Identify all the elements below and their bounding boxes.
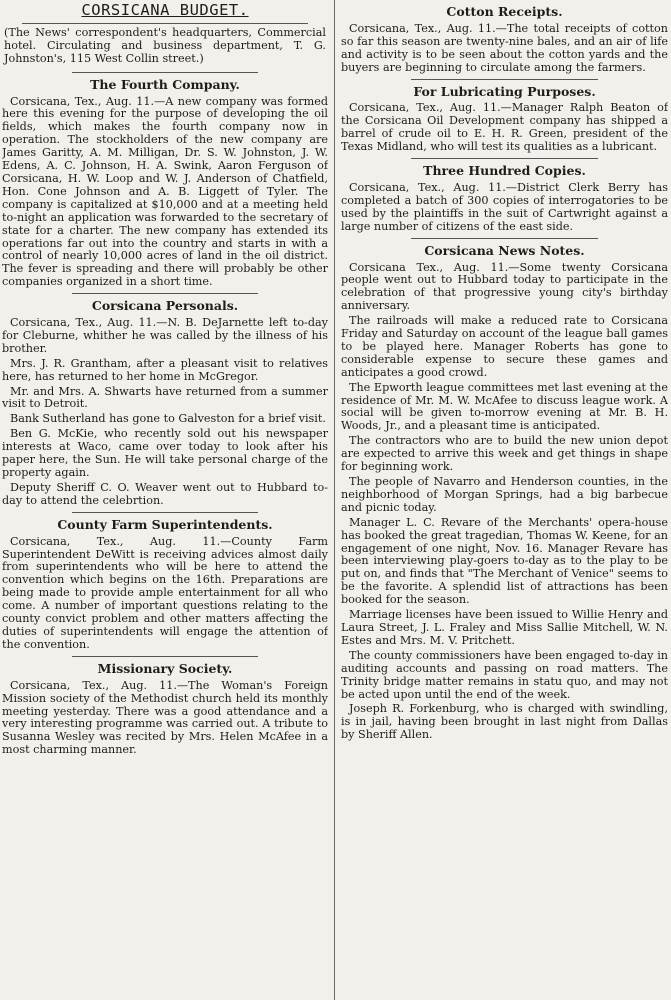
article — [341, 6, 668, 75]
article-paragraph: Joseph R. Forkenburg, who is charged with swindling, is in jail, having been brought in last night from Dallas by Sheriff Allen. — [341, 702, 668, 742]
divider — [411, 79, 598, 80]
divider — [411, 238, 598, 239]
article-paragraph: Corsicana, Tex., Aug. 11.—County Farm Superintendent DeWitt is receiving advices almost daily from superintendents who will be here to attend the convention which begins on the 16th. Preparations are being made to provide ample entertainment for all who come. A number of important questions relating to the county convict problem and other matters affecting the duties of superintendents will engage the attention of the convention. — [2, 534, 328, 651]
column-rule — [334, 0, 335, 1000]
masthead: CORSICANA BUDGET. — [81, 1, 249, 19]
article-paragraph: Corsicana, Tex., Aug. 11.—Manager Ralph Beaton of the Corsicana Oil Development company has shipped a barrel of crude oil to E. H. R. Green, president of the Texas Midland, who will test its qualities as a lubricant. — [341, 101, 668, 154]
article-paragraph: Mrs. J. R. Grantham, after a pleasant visit to relatives here, has returned to her home in McGregor. — [2, 356, 328, 383]
left-column — [2, 0, 328, 1000]
left-articles — [2, 76, 328, 758]
article-paragraph: The people of Navarro and Henderson counties, in the neighborhood of Morgan Springs, had a big barbecue and picnic today. — [341, 475, 668, 514]
article-paragraph: The railroads will make a reduced rate to Corsicana Friday and Saturday on account of the league ball games to be played here. Manager Roberts has gone to considerable expense to secure these games and anticipates a good crowd. — [341, 314, 668, 379]
right-articles — [341, 6, 668, 742]
article-headline: For Lubricating Purposes. — [413, 83, 596, 99]
article-paragraph: Marriage licenses have been issued to Willie Henry and Laura Street, J. L. Fraley and Miss Sallie Mitchell, W. N. Estes and Mrs. M. V. Pritchett. — [341, 608, 668, 647]
intro-note: (The News' correspondent's headquarters, Commercial hotel. Circulating and business department, T. G. Johnston's, 115 West Collin street.) — [4, 25, 326, 65]
article-paragraph: Bank Sutherland has gone to Galveston for a brief visit. — [10, 412, 326, 426]
divider — [72, 293, 258, 294]
right-column — [341, 0, 668, 1000]
article-paragraph: Deputy Sheriff C. O. Weaver went out to Hubbard to-day to attend the celebrtion. — [2, 480, 328, 507]
article-paragraph: Ben G. McKie, who recently sold out his newspaper interests at Waco, came over today to look after his paper here, the Sun. He will take personal charge of the property again. — [2, 427, 328, 479]
article — [2, 76, 328, 290]
article-paragraph: Corsicana, Tex., Aug. 11.—The total receipts of cotton so far this season are twenty-nine bales, and an air of life and activity is to be seen about the cotton yards and the buyers are beginning to circulate among the farmers. — [341, 21, 668, 74]
article — [2, 300, 328, 508]
article-headline: Corsicana News Notes. — [424, 242, 585, 258]
article-paragraph: The Epworth league committees met last evening at the residence of Mr. M. W. McAfee to discuss league work. A social will be given to-morrow evening at Mr. B. H. Woods, Jr., and a pleasant time is anticipated. — [341, 380, 668, 433]
article-paragraph: The contractors who are to build the new union depot are expected to arrive this week and get things in shape for beginning work. — [341, 434, 668, 474]
article-headline: Three Hundred Copies. — [423, 163, 586, 179]
divider — [72, 512, 258, 513]
article-headline: Cotton Receipts. — [446, 4, 563, 19]
article — [2, 660, 328, 757]
divider — [72, 72, 258, 73]
article-headline: The Fourth Company. — [90, 76, 240, 92]
article-paragraph: The county commissioners have been engaged to-day in auditing accounts and passing on road matters. The Trinity bridge matter remains in statu quo, and may not be acted upon until the end of the week. — [341, 648, 668, 701]
article — [2, 516, 328, 652]
article — [341, 165, 668, 234]
article-paragraph: Corsicana, Tex., Aug. 11.—District Clerk Berry has completed a batch of 300 copies of interrogatories to be used by the plaintiffs in the suit of Cartwright against a large number of citizens of the east side. — [341, 180, 668, 233]
divider — [22, 23, 308, 24]
article-paragraph: Corsicana Tex., Aug. 11.—Some twenty Corsicana people went out to Hubbard today to participate in the celebration of that progressive young city's birthday anniversary. — [341, 260, 668, 313]
article-paragraph: Corsicana, Tex., Aug. 11.—N. B. DeJarnette left to-day for Cleburne, whither he was called by the illness of his brother. — [2, 316, 328, 355]
article-paragraph: Corsicana, Tex., Aug. 11.—A new company was formed here this evening for the purpose of developing the oil fields, which makes the fourth company now in operation. The stockholders of the new company are James Garitty, A. M. Milligan, Dr. S. W. Johnston, J. W. Edens, A. C. Johnson, H. A. Swink, Aaron Ferguson of Corsicana, H. W. Loop and W. J. Anderson of Chatfield, Hon. Cone Johnson and A. B. Liggett of Tyler. The company is capitalized at $10,000 and at a meeting held to-night an application was forwarded to the secretary of state for a charter. The new company has extended its operations far out into the country and starts in with a control of nearly 10,000 acres of land in the oil district. The fever is spreading and there will probably be other companies organized in a short time. — [2, 94, 328, 289]
article-headline: Corsicana Personals. — [91, 298, 239, 314]
article-paragraph: Mr. and Mrs. A. Shwarts have returned from a summer visit to Detroit. — [2, 384, 328, 411]
article-paragraph: Corsicana, Tex., Aug. 11.—The Woman's Foreign Mission society of the Methodist church held its monthly meeting yesterday. There was a good attendance and a very interesting programme was carried out. A tribute to Susanna Wesley was recited by Mrs. Helen McAfee in a most charming manner. — [2, 678, 328, 757]
article — [341, 242, 668, 743]
divider — [72, 656, 258, 657]
article-headline: County Farm Superintendents. — [57, 516, 273, 532]
article-headline: Missionary Society. — [97, 660, 233, 676]
divider — [411, 158, 598, 159]
article-paragraph: Manager L. C. Revare of the Merchants' opera-house has booked the great tragedian, Thomas W. Keene, for an engagement of one night, Nov. 16. Manager Revare has been interviewing play-goers to-day as to the play to be put on, and finds that "The Merchant of Venice" seems to be the favorite. A splendid list of attractions has been booked for the season. — [341, 515, 668, 607]
article — [341, 83, 668, 155]
